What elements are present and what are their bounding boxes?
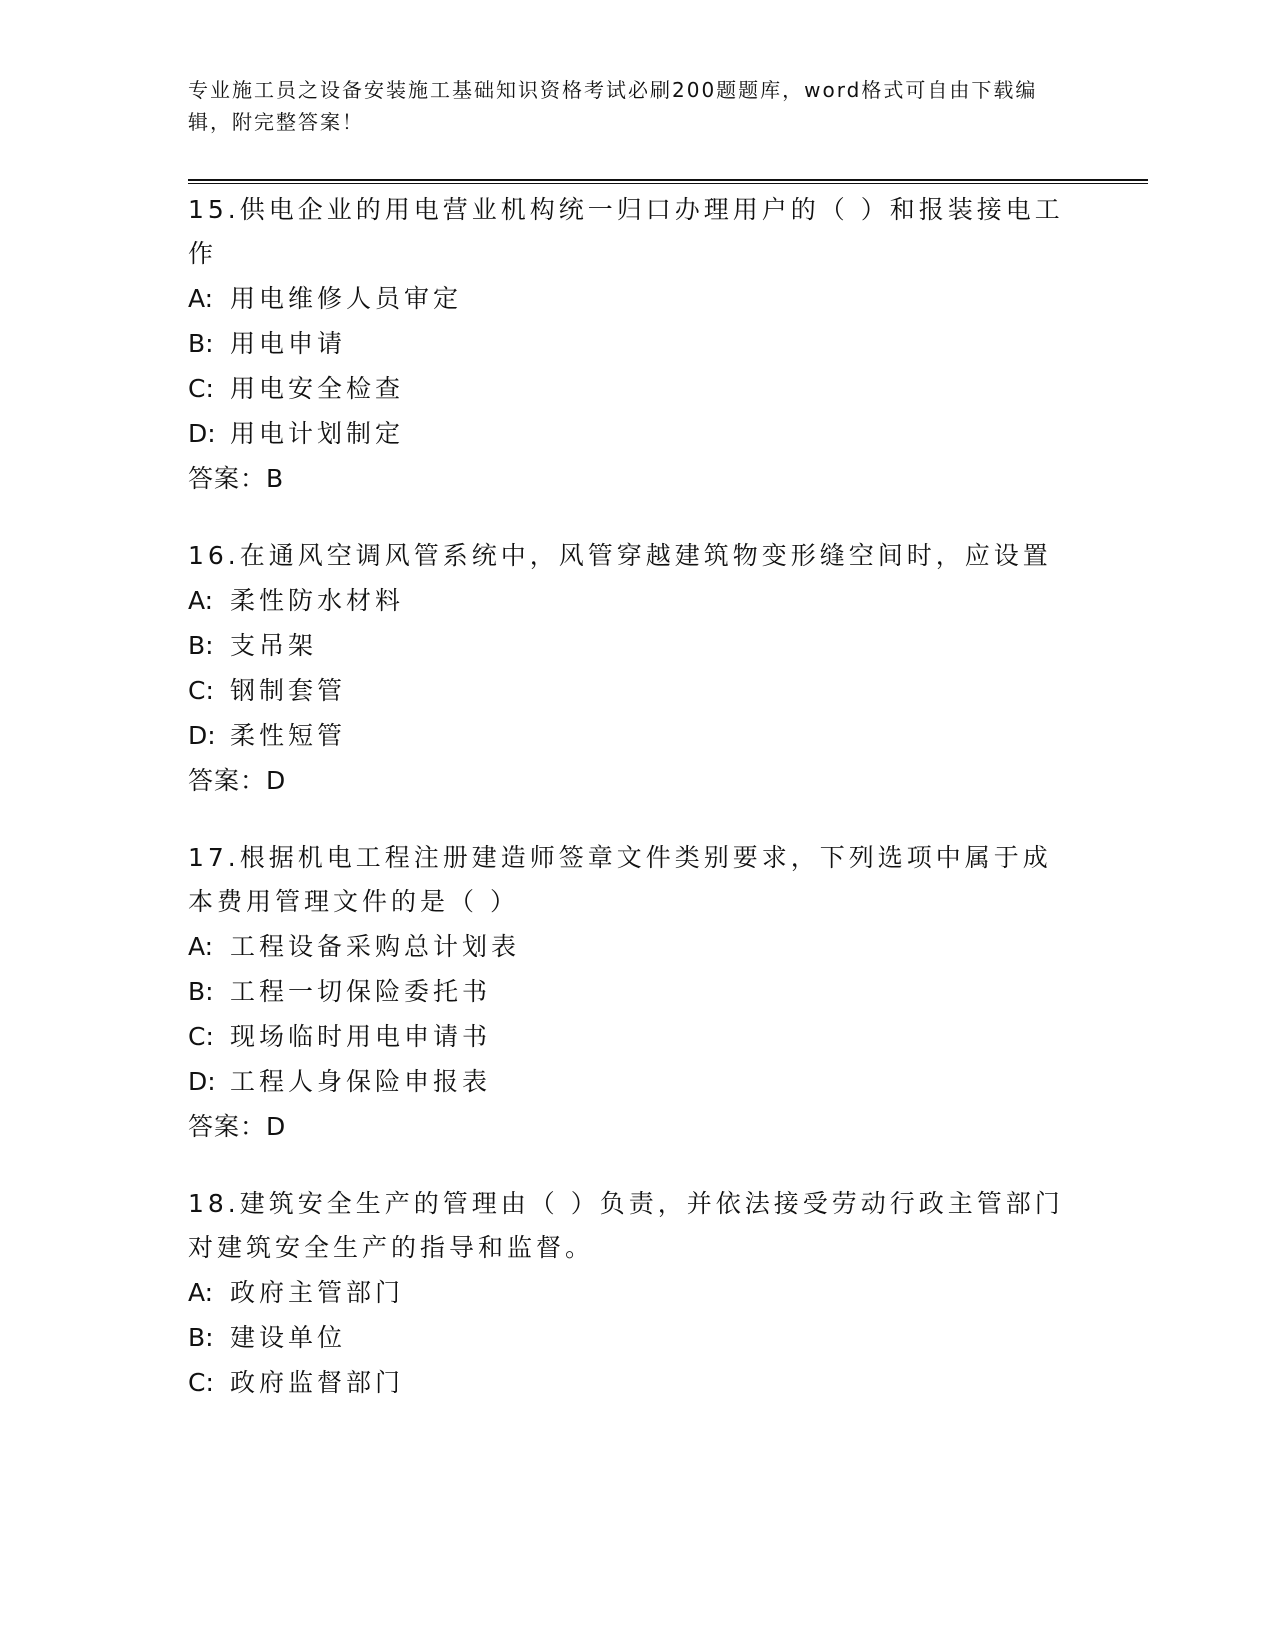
question-17 bbox=[188, 836, 1068, 1150]
answer: 答案：D bbox=[188, 1112, 287, 1141]
option-key: C: bbox=[188, 676, 214, 705]
option-text: 建设单位 bbox=[230, 1323, 347, 1352]
option-a bbox=[188, 924, 1068, 969]
question-stem: 15.供电企业的用电营业机构统一归口办理用户的（ ）和报装接电工作 bbox=[188, 195, 1064, 268]
option-b bbox=[188, 1315, 1068, 1360]
option-key: B: bbox=[188, 1323, 214, 1352]
option-key: D: bbox=[188, 1067, 216, 1096]
option-text: 支吊架 bbox=[230, 631, 318, 660]
document-header: 专业施工员之设备安装施工基础知识资格考试必刷200题题库，word格式可自由下载编辑，附完整答案！ bbox=[188, 78, 1038, 134]
option-d bbox=[188, 1059, 1068, 1104]
option-text: 用电维修人员审定 bbox=[230, 284, 463, 313]
option-c bbox=[188, 668, 1068, 713]
option-text: 柔性短管 bbox=[230, 721, 347, 750]
option-b bbox=[188, 969, 1068, 1014]
option-text: 工程一切保险委托书 bbox=[230, 977, 492, 1006]
option-b bbox=[188, 321, 1068, 366]
option-key: C: bbox=[188, 1368, 214, 1397]
option-text: 钢制套管 bbox=[230, 676, 347, 705]
option-text: 政府监督部门 bbox=[230, 1368, 405, 1397]
question-stem: 17.根据机电工程注册建造师签章文件类别要求，下列选项中属于成本费用管理文件的是（ ） bbox=[188, 843, 1052, 916]
option-key: D: bbox=[188, 419, 216, 448]
question-list bbox=[188, 188, 1068, 1437]
option-d bbox=[188, 411, 1068, 456]
option-text: 用电计划制定 bbox=[230, 419, 405, 448]
option-key: B: bbox=[188, 329, 214, 358]
option-text: 工程人身保险申报表 bbox=[230, 1067, 492, 1096]
option-key: B: bbox=[188, 631, 214, 660]
option-c bbox=[188, 1360, 1068, 1405]
option-key: C: bbox=[188, 1022, 214, 1051]
question-stem: 18.建筑安全生产的管理由（ ）负责，并依法接受劳动行政主管部门对建筑安全生产的指导和监督。 bbox=[188, 1189, 1064, 1262]
option-text: 用电安全检查 bbox=[230, 374, 405, 403]
question-stem: 16.在通风空调风管系统中，风管穿越建筑物变形缝空间时，应设置 bbox=[188, 541, 1052, 570]
option-a bbox=[188, 1270, 1068, 1315]
option-a bbox=[188, 578, 1068, 623]
option-key: A: bbox=[188, 586, 214, 615]
option-text: 现场临时用电申请书 bbox=[230, 1022, 492, 1051]
question-15 bbox=[188, 188, 1068, 502]
option-key: B: bbox=[188, 977, 214, 1006]
option-text: 柔性防水材料 bbox=[230, 586, 405, 615]
option-text: 政府主管部门 bbox=[230, 1278, 405, 1307]
option-b bbox=[188, 623, 1068, 668]
option-d bbox=[188, 713, 1068, 758]
option-c bbox=[188, 366, 1068, 411]
option-key: A: bbox=[188, 284, 214, 313]
option-key: D: bbox=[188, 721, 216, 750]
option-key: A: bbox=[188, 1278, 214, 1307]
option-key: A: bbox=[188, 932, 214, 961]
answer: 答案：B bbox=[188, 464, 285, 493]
question-16 bbox=[188, 534, 1068, 804]
question-18 bbox=[188, 1182, 1068, 1405]
option-a bbox=[188, 276, 1068, 321]
answer: 答案：D bbox=[188, 766, 287, 795]
option-key: C: bbox=[188, 374, 214, 403]
option-text: 用电申请 bbox=[230, 329, 347, 358]
option-c bbox=[188, 1014, 1068, 1059]
option-text: 工程设备采购总计划表 bbox=[230, 932, 521, 961]
header-divider bbox=[188, 179, 1148, 184]
